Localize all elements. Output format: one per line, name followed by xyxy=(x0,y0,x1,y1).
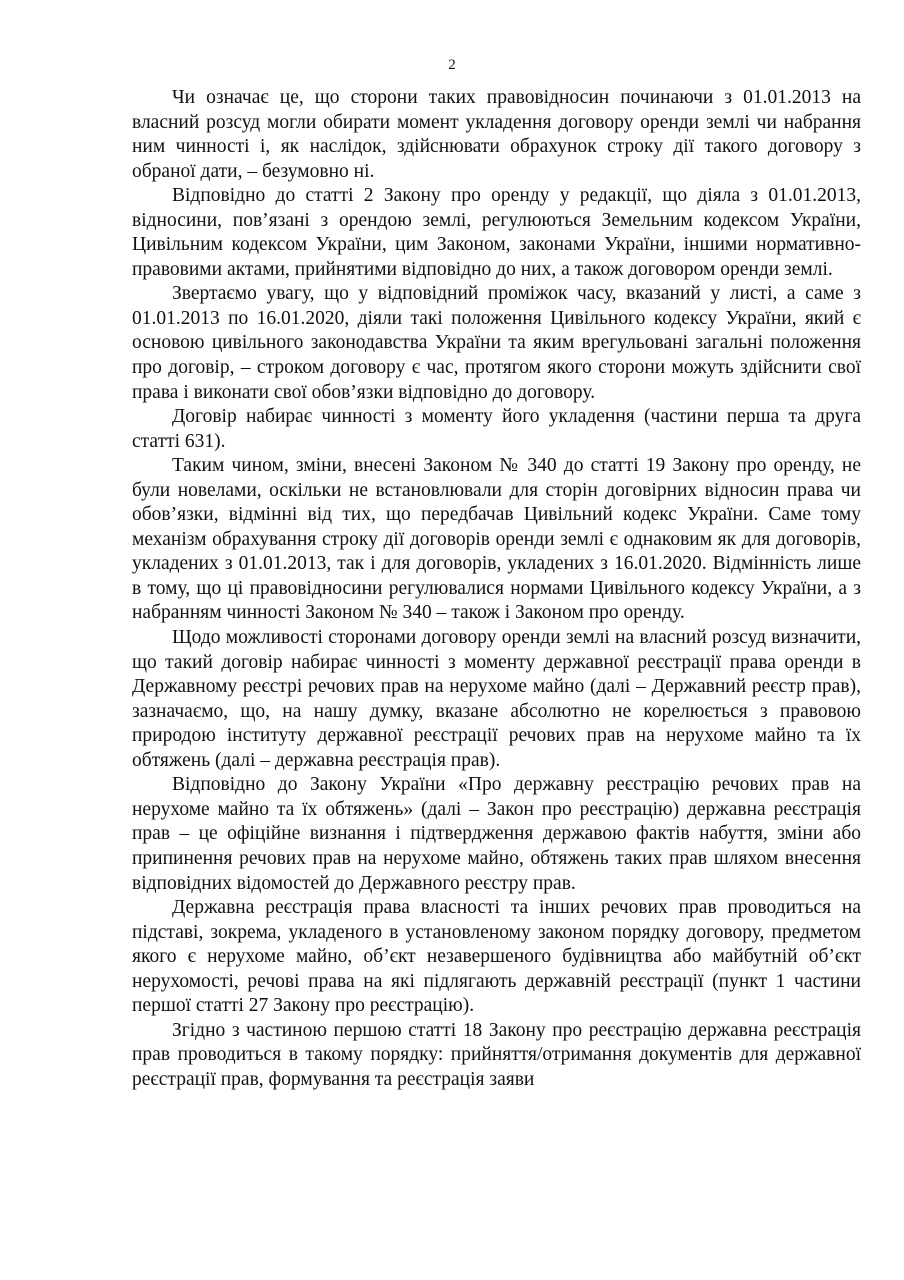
document-body xyxy=(132,86,861,1092)
paragraph-9: Згідно з частиною першою статті 18 Закону про реєстрацію державна реєстрація прав проводиться в такому порядку: прийняття/отримання документів для державної реєстрації прав, формування та реєстрація заяви xyxy=(132,1019,861,1090)
paragraph-2: Відповідно до статті 2 Закону про оренду у редакції, що діяла з 01.01.2013, відносини, пов’язані з орендою землі, регулюються Земельним кодексом України, Цивільним кодексом України, цим Законом, законами України, іншими нормативно-правовими актами, прийнятими відповідно до них, а також договором оренди землі. xyxy=(132,185,861,280)
paragraph-7: Відповідно до Закону України «Про державну реєстрацію речових прав на нерухоме майно та їх обтяжень» (далі – Закон про реєстрацію) державна реєстрація прав – це офіційне визнання і підтвердження державою фактів набуття, зміни або припинення речових прав на нерухоме майно, обтяжень таких прав шляхом внесення відповідних відомостей до Державного реєстру прав. xyxy=(132,774,861,894)
page-number: 2 xyxy=(448,57,456,73)
paragraph-4: Договір набирає чинності з моменту його укладення (частини перша та друга статті 631). xyxy=(132,406,861,452)
paragraph-3: Звертаємо увагу, що у відповідний проміжок часу, вказаний у листі, а саме з 01.01.2013 по 16.01.2020, діяли такі положення Цивільного кодексу України, який є основою цивільного законодавства України та яким врегульовані загальні положення про договір, – строком договору є час, протягом якого сторони можуть здійснити свої права і виконати свої обов’язки відповідно до договору. xyxy=(132,283,861,403)
paragraph-1: Чи означає це, що сторони таких правовідносин починаючи з 01.01.2013 на власний розсуд могли обирати момент укладення договору оренди землі чи набрання ним чинності і, як наслідок, здійснювати обрахунок строку дії такого договору з обраної дати, – безумовно ні. xyxy=(132,87,861,182)
paragraph-8: Державна реєстрація права власності та інших речових прав проводиться на підставі, зокрема, укладеного в установленому законом порядку договору, предметом якого є нерухоме майно, об’єкт незавершеного будівництва або майбутній об’єкт нерухомості, речові права на які підлягають державній реєстрації (пункт 1 частини першої статті 27 Закону про реєстрацію). xyxy=(132,897,861,1017)
paragraph-5: Таким чином, зміни, внесені Законом № 340 до статті 19 Закону про оренду, не були новелами, оскільки не встановлювали для сторін договірних відносин права чи обов’язки, відмінні від тих, що передбачав Цивільний кодекс України. Саме тому механізм обрахування строку дії договорів оренди землі є однаковим як для договорів, укладених з 01.01.2013, так і для договорів, укладених з 16.01.2020. Відмінність лише в тому, що ці правовідносини регулювалися нормами Цивільного кодексу України, а з набранням чинності Законом № 340 – також і Законом про оренду. xyxy=(132,455,861,624)
paragraph-6: Щодо можливості сторонами договору оренди землі на власний розсуд визначити, що такий договір набирає чинності з моменту державної реєстрації права оренди в Державному реєстрі речових прав на нерухоме майно (далі – Державний реєстр прав), зазначаємо, що, на нашу думку, вказане абсолютно не корелюється з правовою природою інституту державної реєстрації речових прав на нерухоме майно та їх обтяжень (далі – державна реєстрація прав). xyxy=(132,627,861,771)
